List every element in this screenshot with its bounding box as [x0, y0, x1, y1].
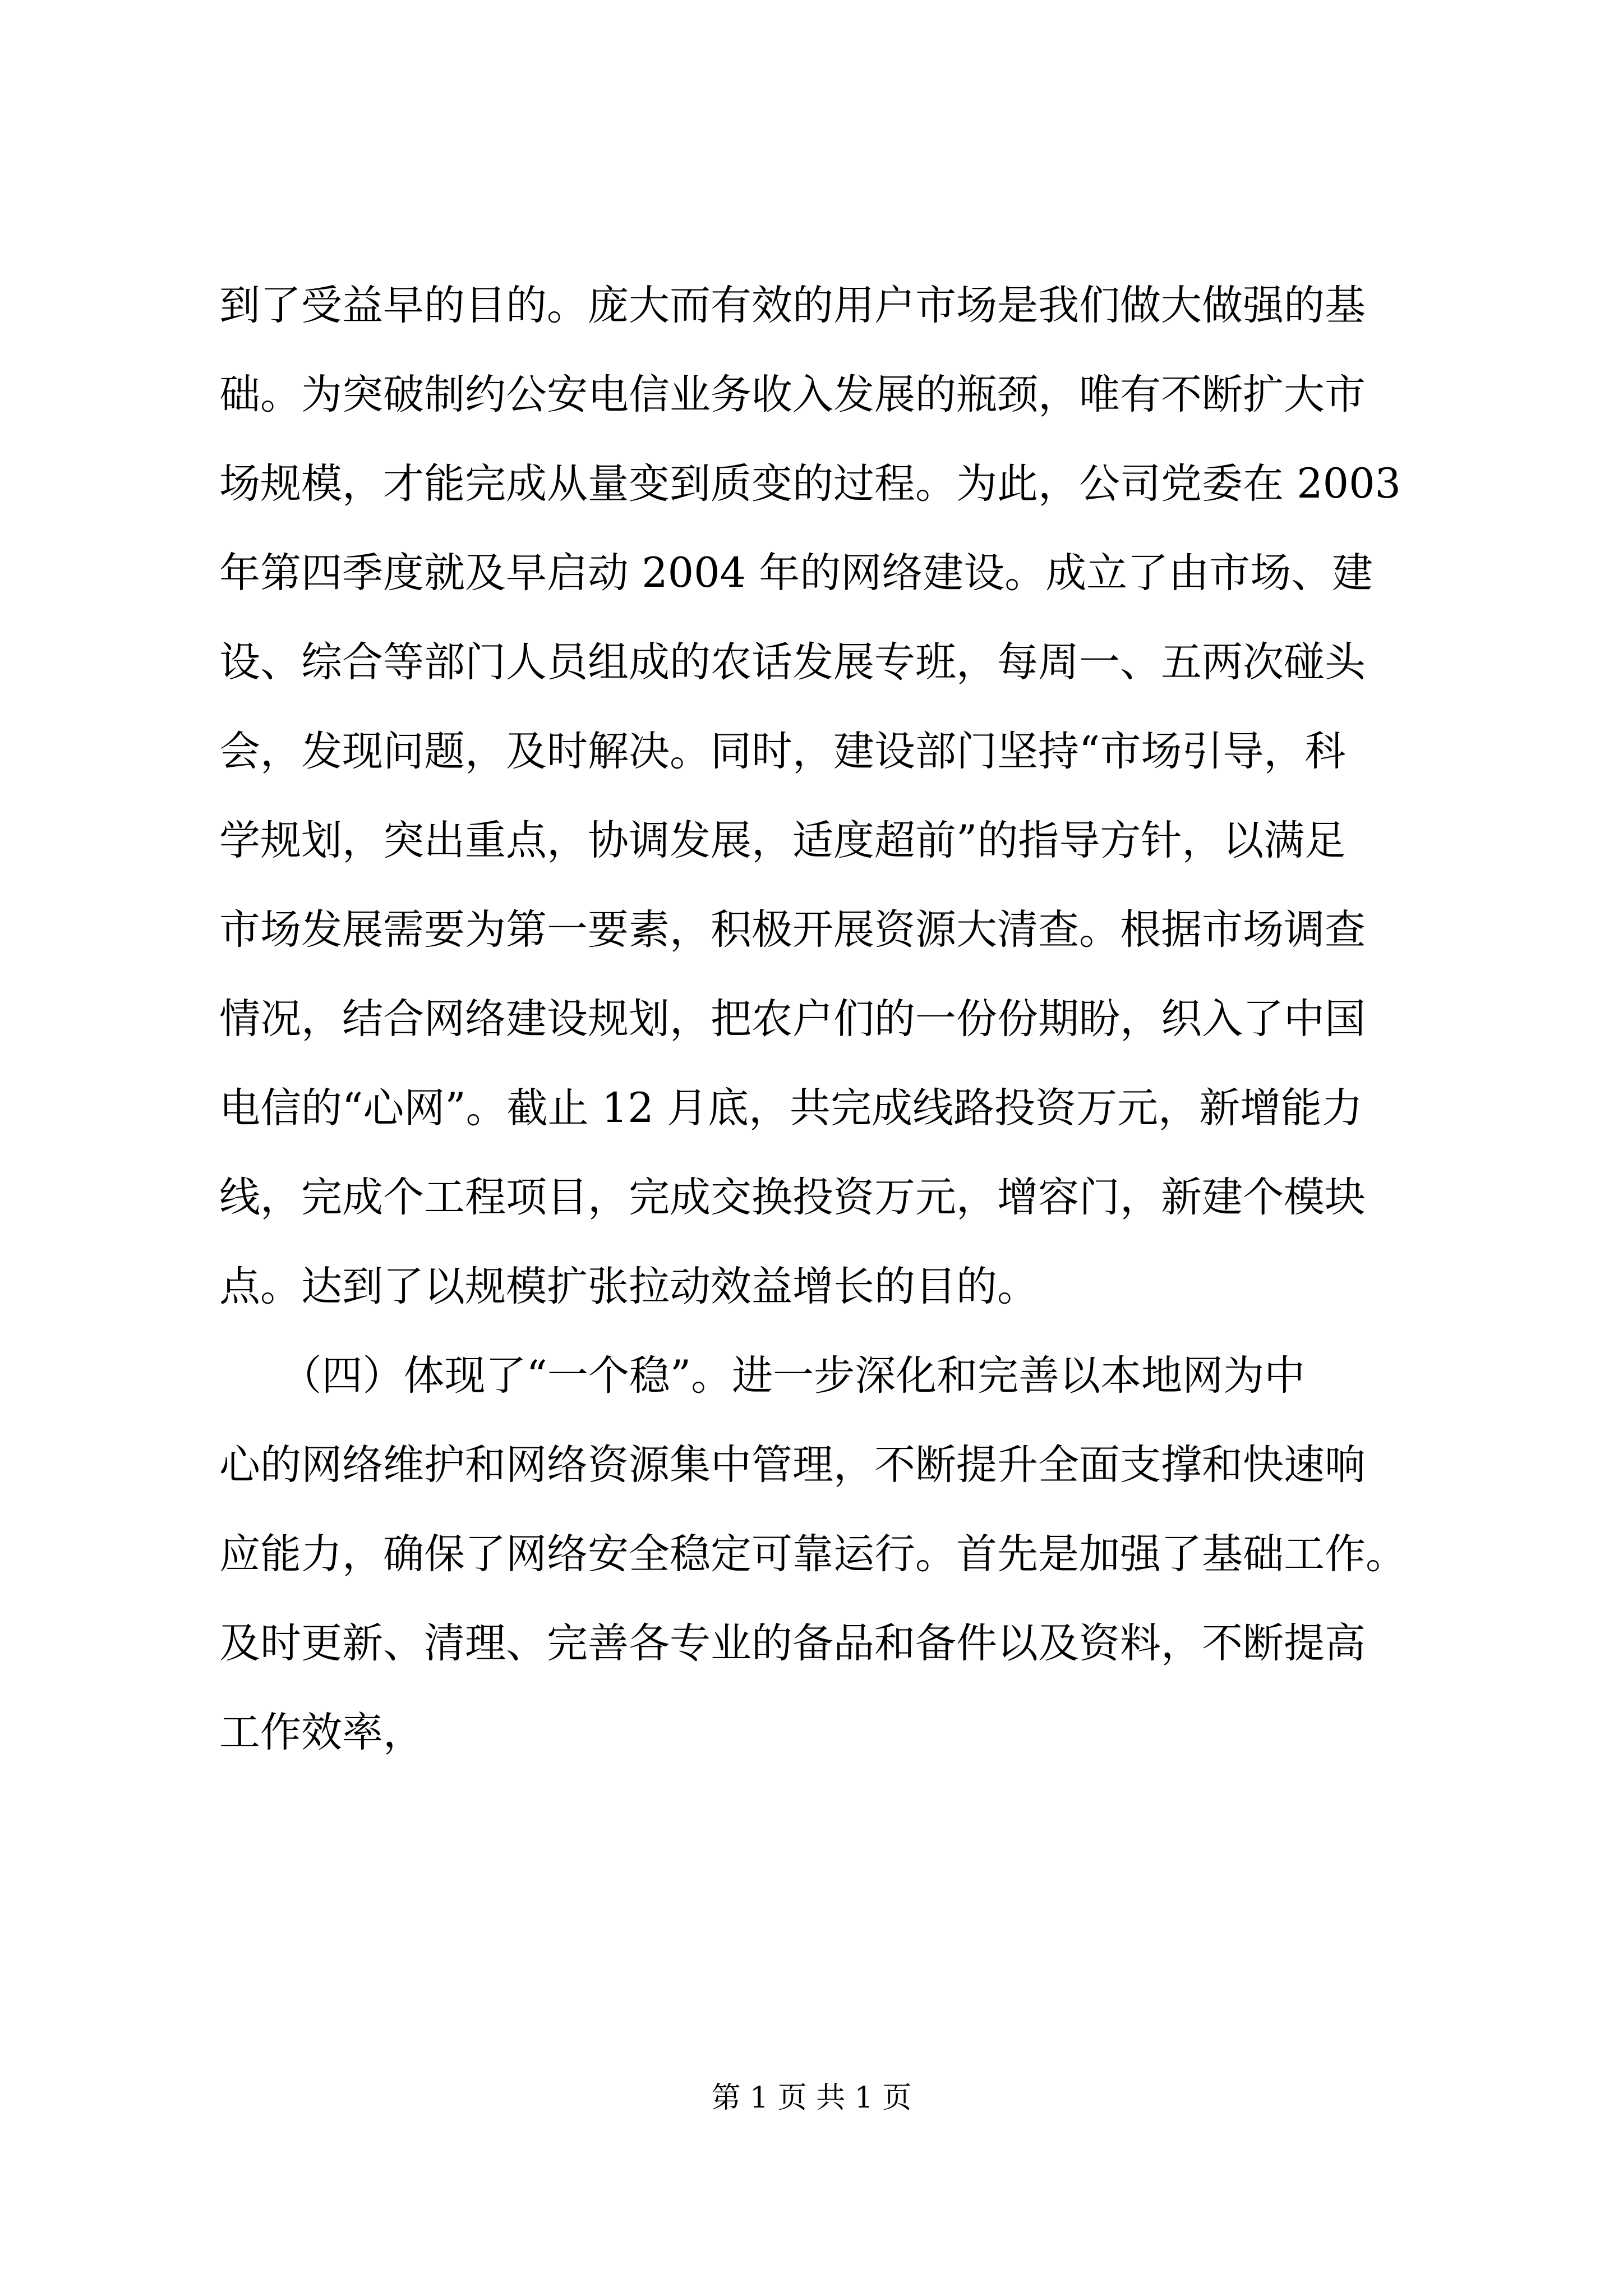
text-line: 场规模，才能完成从量变到质变的过程。为此，公司党委在 2003 — [219, 460, 1401, 508]
text-line: 点。达到了以规模扩张拉动效益增长的目的。 — [219, 1263, 1038, 1310]
text-line: 市场发展需要为第一要素，积极开展资源大清查。根据市场调查 — [219, 906, 1366, 954]
text-line: 会，发现问题，及时解决。同时，建设部门坚持“市场引导，科 — [219, 728, 1346, 775]
body-text — [219, 261, 1407, 1777]
text-line: 线，完成个工程项目，完成交换投资万元，增容门，新建个模块 — [219, 1174, 1366, 1221]
text-line: 设、综合等部门人员组成的农话发展专班，每周一、五两次碰头 — [219, 638, 1366, 686]
text-line: 到了受益早的目的。庞大而有效的用户市场是我们做大做强的基 — [219, 282, 1366, 329]
text-line: （四）体现了“一个稳”。进一步深化和完善以本地网为中 — [219, 1352, 1306, 1400]
text-line: 应能力，确保了网络安全稳定可靠运行。首先是加强了基础工作。 — [219, 1530, 1407, 1578]
text-line: 及时更新、清理、完善各专业的备品和备件以及资料，不断提高 — [219, 1619, 1366, 1667]
page-footer: 第 1 页 共 1 页 — [711, 2081, 912, 2115]
text-line: 情况，结合网络建设规划，把农户们的一份份期盼，织入了中国 — [219, 995, 1366, 1043]
text-line: 心的网络维护和网络资源集中管理，不断提升全面支撑和快速响 — [219, 1441, 1366, 1489]
text-line: 年第四季度就及早启动 2004 年的网络建设。成立了由市场、建 — [219, 549, 1373, 597]
text-line: 学规划，突出重点，协调发展，适度超前”的指导方针，以满足 — [219, 817, 1346, 864]
text-line: 工作效率， — [219, 1709, 424, 1756]
text-line: 础。为突破制约公安电信业务收入发展的瓶颈，唯有不断扩大市 — [219, 371, 1366, 418]
text-line: 电信的“心网”。截止 12 月底，共完成线路投资万元，新增能力 — [219, 1084, 1363, 1132]
